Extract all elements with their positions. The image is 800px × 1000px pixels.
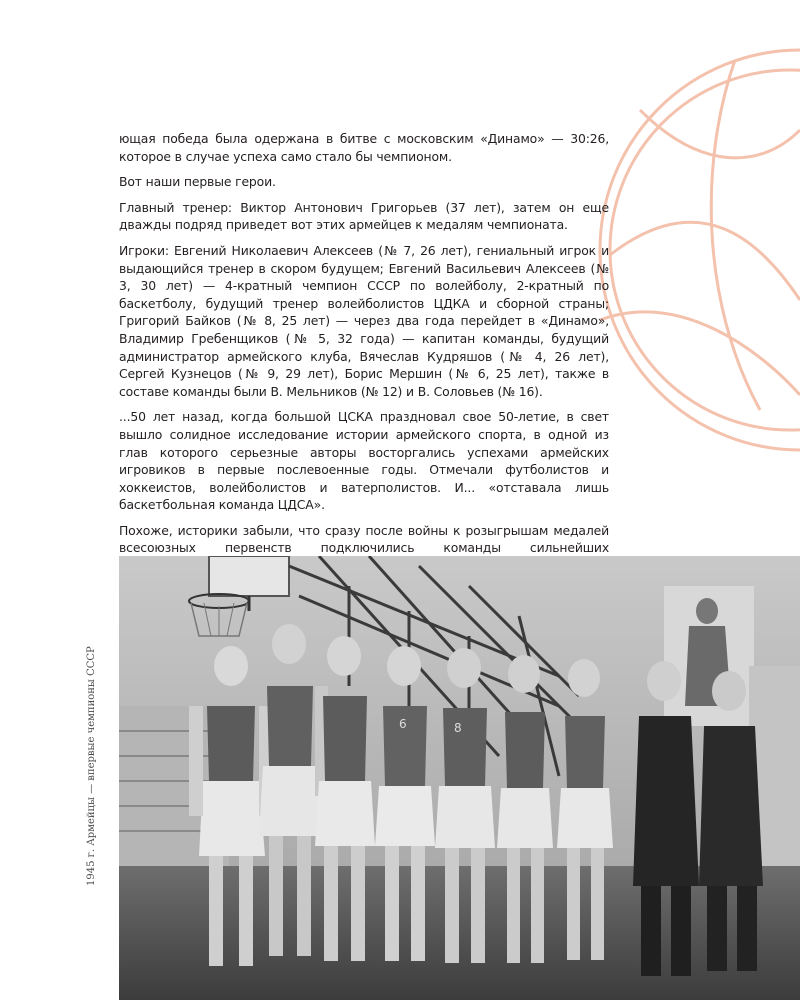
jersey-number: 8 xyxy=(454,721,462,735)
jersey-number: 6 xyxy=(399,717,407,731)
paragraph-3: Главный тренер: Виктор Антонович Григорьев (37 лет), затем он еще дважды подряд приведет вот этих армейцев к медалям чемпионата. xyxy=(119,199,609,233)
paragraph-6: Похоже, историки забыли, что сразу после войны к розыгрышам медалей всесоюзных первенств подключились команды сильнейших xyxy=(119,522,609,556)
paragraph-5: ...50 лет назад, когда большой ЦСКА праздновал свое 50-летие, в свет вышло солидное исследование истории армейского спорта, в одной из глав которого серьезные авторы восторгались успехами армейских игровиков в первые послевоенные годы. Отмечали футболистов и хоккеистов, волейболистов и ватерполистов. И... «отставала лишь баскетбольная команда ЦДСА». xyxy=(119,409,609,513)
article-body xyxy=(119,130,609,600)
paragraph-1: ющая победа была одержана в битве с московским «Динамо» — 30:26, которое в случае успеха само стало бы чемпионом. xyxy=(119,131,609,164)
team-photo-illustration xyxy=(119,556,800,1000)
team-photo xyxy=(119,556,800,1000)
paragraph-2: Вот наши первые герои. xyxy=(119,174,276,190)
photo-caption: 1945 г. Армейцы — впервые чемпионы СССР xyxy=(86,646,97,886)
paragraph-4: Игроки: Евгений Николаевич Алексеев (№ 7, 26 лет), гениальный игрок и выдающийся тренер в скором будущем; Евгений Васильевич Алексеев (№ 3, 30 лет) — 4-кратный чемпион СССР по волейболу, 2-кратный по баскетболу, будущий тренер волейболистов ЦДКА и сборной страны; Григорий Байков (№ 8, 25 лет) — через два года перейдет в «Динамо», Владимир Гребенщиков (№ 5, 32 года) — капитан команды, будущий администратор армейского клуба, Вячеслав Кудряшов (№ 4, 26 лет), Сергей Кузнецов (№ 9, 29 лет), Борис Мершин (№ 6, 25 лет), также в составе команды были В. Мельников (№ 12) и В. Соловьев (№ 16). xyxy=(119,242,609,399)
